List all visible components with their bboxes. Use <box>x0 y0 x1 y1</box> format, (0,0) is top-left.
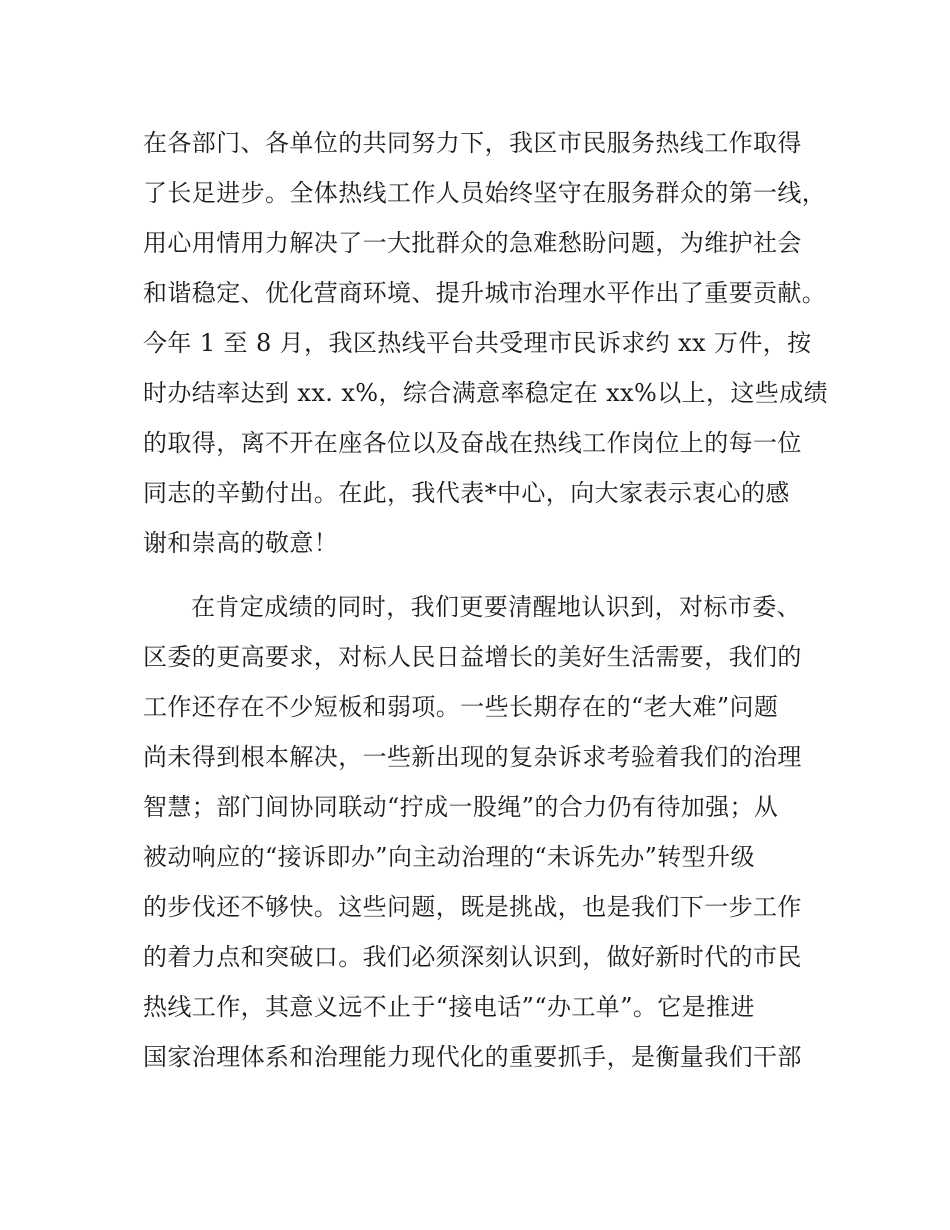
paragraph-1-line-9: 谢和崇高的敬意！ <box>143 529 339 557</box>
paragraph-1-line-4: 和谐稳定、优化营商环境、提升城市治理水平作出了重要贡献。 <box>143 279 827 307</box>
paragraph-2-line-10: 国家治理体系和治理能力现代化的重要抓手，是衡量我们干部 <box>143 1043 802 1071</box>
paragraph-2-line-4: 尚未得到根本解决，一些新出现的复杂诉求考验着我们的治理 <box>143 743 802 771</box>
paragraph-2-line-8: 的着力点和突破口。我们必须深刻认识到，做好新时代的市民 <box>143 943 802 971</box>
paragraph-2-line-1: 在肯定成绩的同时，我们更要清醒地认识到，对标市委、 <box>191 593 801 621</box>
paragraph-1-line-5: 今年 1 至 8 月，我区热线平台共受理市民诉求约 xx 万件，按 <box>143 329 812 357</box>
paragraph-1-line-3: 用心用情用力解决了一大批群众的急难愁盼问题，为维护社会 <box>143 229 802 257</box>
paragraph-2-line-3: 工作还存在不少短板和弱项。一些长期存在的“老大难”问题 <box>143 693 779 721</box>
paragraph-1-line-8: 同志的辛勤付出。在此，我代表*中心，向大家表示衷心的感 <box>143 479 790 507</box>
paragraph-1-line-1: 在各部门、各单位的共同努力下，我区市民服务热线工作取得 <box>143 129 802 157</box>
paragraph-1-line-2: 了长足进步。全体热线工作人员始终坚守在服务群众的第一线， <box>143 179 827 207</box>
paragraph-2-line-7: 的步伐还不够快。这些问题，既是挑战，也是我们下一步工作 <box>143 893 802 921</box>
paragraph-2-line-6: 被动响应的“接诉即办”向主动治理的“未诉先办”转型升级 <box>143 843 755 871</box>
paragraph-1-line-7: 的取得，离不开在座各位以及奋战在热线工作岗位上的每一位 <box>143 429 802 457</box>
paragraph-1-line-6: 时办结率达到 xx. x%，综合满意率稳定在 xx%以上，这些成绩 <box>143 379 828 407</box>
paragraph-2-line-2: 区委的更高要求，对标人民日益增长的美好生活需要，我们的 <box>143 643 802 671</box>
paragraph-2-line-9: 热线工作，其意义远不止于“接电话”“办工单”。它是推进 <box>143 993 755 1021</box>
paragraph-2-line-5: 智慧；部门间协同联动“拧成一股绳”的合力仍有待加强；从 <box>143 793 779 821</box>
